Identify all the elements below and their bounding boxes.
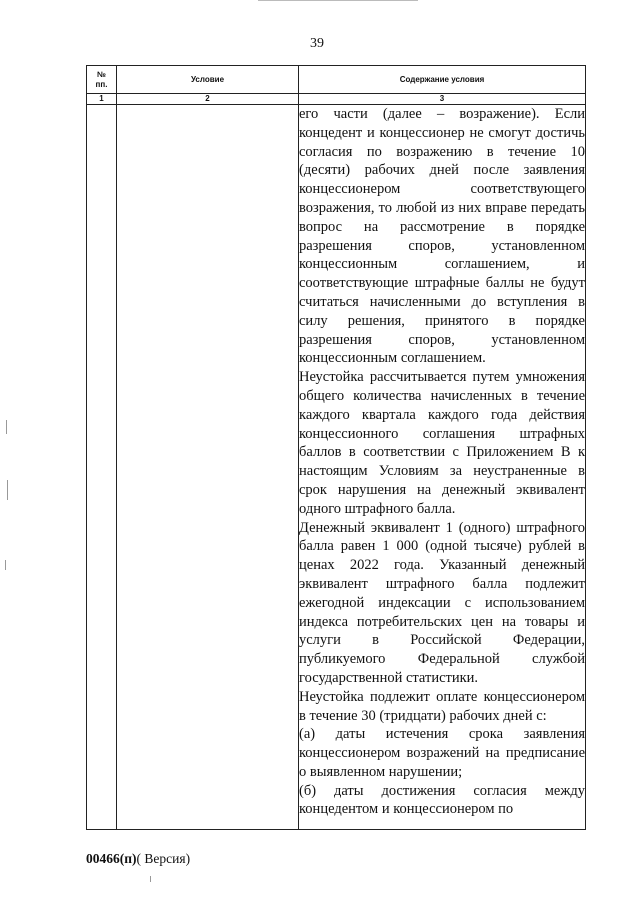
content-paragraph: Неустойка подлежит оплате концессионером в течение 30 (тридцати) рабочих дней с: — [299, 688, 585, 724]
content-paragraph: (а) даты истечения срока заявления концессионером возражений на предписание о выявленном нарушении; — [299, 726, 585, 780]
top-rule — [258, 0, 418, 1]
header-content: Содержание условия — [299, 66, 586, 94]
content-paragraph: Денежный эквивалент 1 (одного) штрафного балла равен 1 000 (одной тысяче) рублей в ценах 2022 года. Указанный денежный эквивалент штрафного балла подлежит ежегодной индексации с использованием индекса потребительских цен на товары и услуги в Российской Федерации, публикуемого Федеральной службой государственной статистики. — [299, 519, 585, 686]
header-condition: Условие — [117, 66, 299, 94]
header-num-label: № пп. — [95, 69, 108, 89]
conditions-table — [86, 65, 586, 830]
content-paragraph: его части (далее – возражение). Если концедент и концессионер не смогут достичь согласия по возражению в течение 10 (десяти) рабочих дней после заявления концессионером соответствующего возражения, то любой из них вправе передать вопрос на рассмотрение в порядке разрешения споров, установленном концессионным соглашением, и соответствующие штрафные баллы не будут считаться начисленными до вступления в силу решения, принятого в порядке разрешения споров, установленном концессионным соглашением. — [299, 106, 585, 367]
column-number-2: 2 — [117, 94, 299, 105]
scan-speck — [7, 480, 8, 500]
scan-speck — [5, 560, 6, 570]
scan-speck — [6, 420, 7, 434]
page-number: 39 — [310, 36, 324, 51]
scan-speck — [150, 876, 151, 882]
column-number-3: 3 — [299, 94, 586, 105]
document-version: ( Версия) — [136, 851, 191, 866]
content-paragraph: (б) даты достижения согласия между концедентом и концессионером по — [299, 782, 585, 818]
table-header-row — [87, 66, 586, 94]
document-code: 00466(п) — [86, 851, 137, 866]
column-number-1: 1 — [87, 94, 117, 105]
column-number-row — [87, 94, 586, 105]
row-num-cell — [87, 105, 117, 830]
table-row — [87, 105, 586, 830]
row-condition-cell — [117, 105, 299, 830]
content-paragraph: Неустойка рассчитывается путем умножения общего количества начисленных в течение каждого квартала каждого года действия концессионного соглашения штрафных баллов в соответствии с Приложением В к настоящим Условиям за неустраненные в срок нарушения на денежный эквивалент одного штрафного балла. — [299, 369, 585, 517]
row-content-cell — [299, 105, 586, 830]
document-footer — [86, 851, 190, 867]
header-num — [87, 66, 117, 94]
